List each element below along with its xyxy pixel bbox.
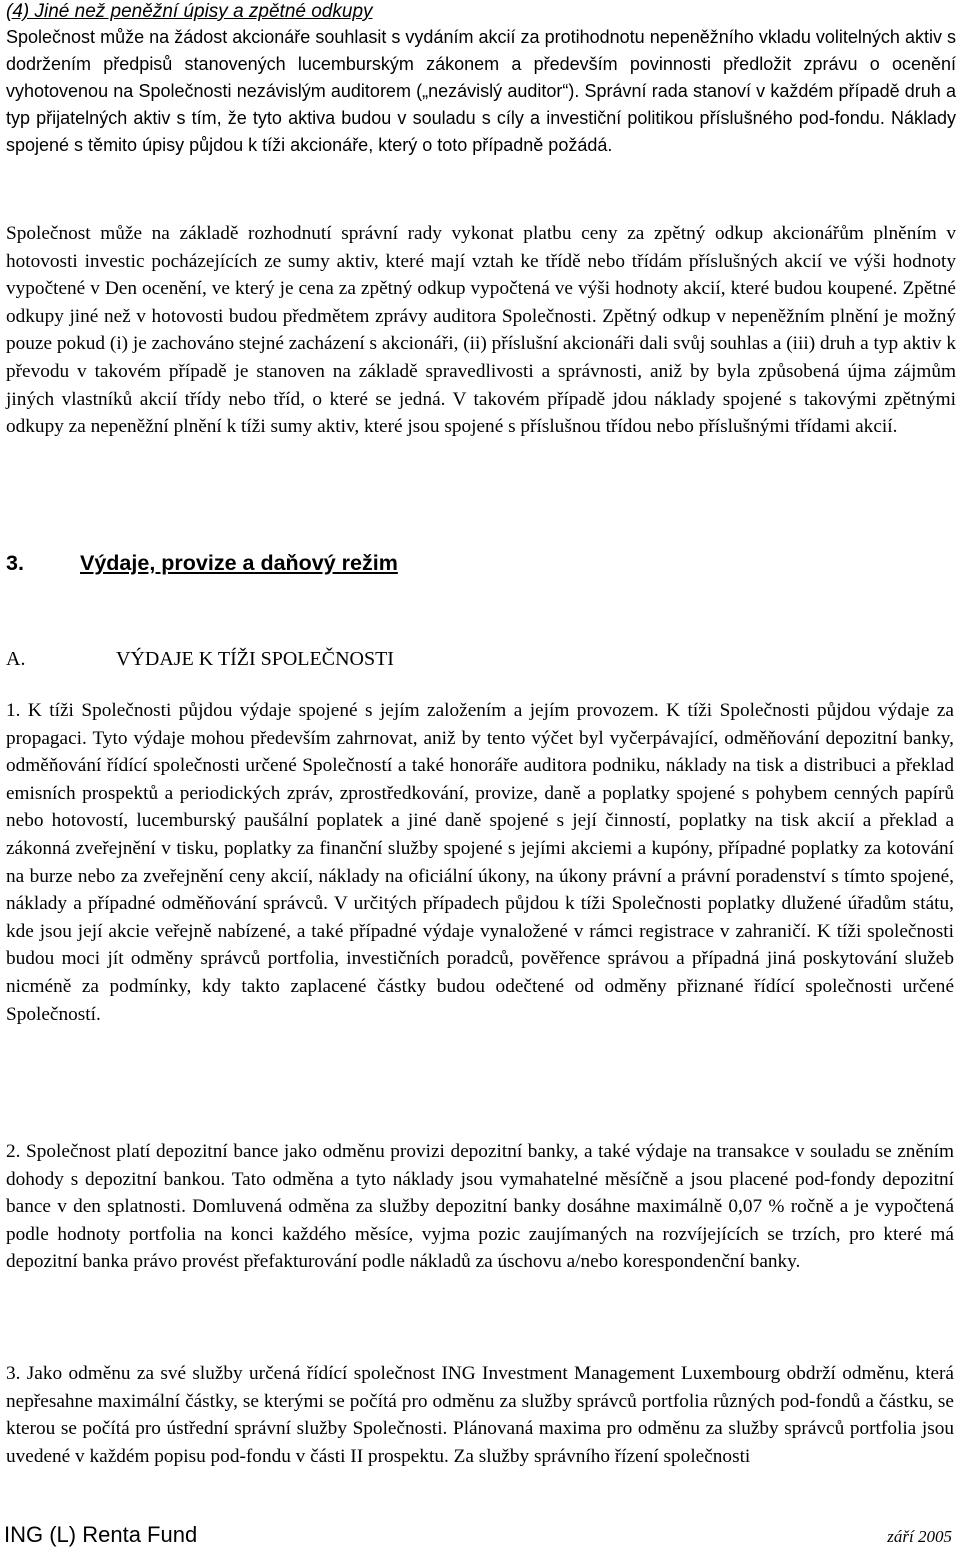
section-3-title <box>6 548 398 578</box>
section-3-text: Výdaje, provize a daňový režim <box>80 551 398 575</box>
section-4-paragraph-2: Společnost může na základě rozhodnutí správní rady vykonat platbu ceny za zpětný odkup akcionářům plněním v hotovosti investic pocházejících ze sumy aktiv, které mají vztah ke třídě nebo třídám příslušných akcií ve výši hodnoty vypočtené v Den ocenění, ve který je cena za zpětný odkup vypočtená ve výši hodnoty akcií, které budou koupené. Zpětné odkupy jiné než v hotovosti budou předmětem zprávy auditora Společnosti. Zpětný odkup v nepeněžním plnění je možný pouze pokud (i) je zachováno stejné zacházení s akcionáři, (ii) příslušní akcionáři dali svůj souhlas a (iii) druh a typ aktiv k převodu v takovém případě je stanoven na základě spravedlivosti a správnosti, aniž by byla způsobená újma zájmům jiných vlastníků akcií třídy nebo tříd, o které se jedná. V takovém případě jdou náklady spojené s takovými zpětnými odkupy za nepeněžní plnění k tíži sumy aktiv, které jsou spojené s příslušnou třídou nebo příslušnými třídami akcií. <box>6 223 956 438</box>
subsection-a-text: VÝDAJE K TÍŽI SPOLEČNOSTI <box>116 648 394 670</box>
expense-item-2: 2. Společnost platí depozitní bance jako odměnu provizi depozitní banky, a také výdaje na transakce v souladu se zněním dohody s depozitní bankou. Tato odměna a tyto náklady jsou vymahatelné měsíčně a jsou placené pod-fondy depozitní bance v den splatnosti. Domluvená odměna za služby depozitní banky dosáhne maximálně 0,07 % ročně a je vypočtená podle hodnoty portfolia na konci každého měsíce, vyjma pozic zaujímaných na rozvíjejících se trzích, pro které má depozitní banka právo provést přefakturování podle nákladů za úschovu a/nebo korespondenční banky. <box>6 1141 954 1273</box>
page-footer <box>4 1522 952 1548</box>
footer-fund-name: ING (L) Renta Fund <box>4 1522 198 1547</box>
section-4-paragraph-1: Společnost může na žádost akcionáře souhlasit s vydáním akcií za protihodnotu nepeněžního vkladu volitelných aktiv s dodržením předpisů stanovených lucemburským zákonem a především povinnosti předložit zprávu o ocenění vyhotovenou na Společnosti nezávislým auditorem („nezávislý auditor“). Správní rada stanoví v každém případě druh a typ přijatelných aktiv s tím, že tyto aktiva budou v souladu s cíly a investiční politikou příslušného pod-fondu. Náklady spojené s těmito úpisy půjdou k tíži akcionáře, který o toto případně požádá. <box>6 27 956 155</box>
expense-item-1: 1. K tíži Společnosti půjdou výdaje spojené s jejím založením a jejím provozem. K tíži Společnosti půjdou výdaje za propagaci. Tyto výdaje mohou především zahrnovat, aniž by tento výčet byl vyčerpávající, odměňování depozitní banky, odměňování řídící společnosti určené Společností a také honoráře auditora podniku, náklady na tisk a distribuci a překlad emisních prospektů a periodických zpráv, zprostředkování, provize, daně a poplatky spojené s pohybem cenných papírů nebo hotovostí, lucemburský paušální poplatek a jiné daně spojené s její činností, poplatky na tisk akcií a překlad a zákonná zveřejnění v tisku, poplatky za finanční služby spojené s jejími akciemi a kupóny, případné poplatky za kotování na burze nebo za zveřejnění ceny akcií, náklady na oficiální úkony, na úkony právní a právní poradenství s tímto spojené, náklady a případné odměňování správců. V určitých případech půjdou k tíži Společnosti poplatky dlužené úřadům státu, kde jsou její akcie veřejně nabízené, a také případné výdaje vynaložené v rámci registrace v zahraničí. K tíži společnosti budou moci jít odměny správců portfolia, investičních poradců, pověřence správou a případná jiná poskytování služeb nicméně za podmínky, kdy takto zaplacené částky budou odečtené od odměny přiznané řídící společnosti určené Společností. <box>6 700 954 1025</box>
section-4-block <box>6 0 956 159</box>
section-3-number: 3. <box>6 551 24 575</box>
expense-item-3: 3. Jako odměnu za své služby určená řídící společnost ING Investment Management Luxembourg obdrží odměnu, která nepřesahne maximální částky, se kterými se počítá pro odměnu za služby správců portfolia různých pod-fondů a částku, se kterou se počítá pro ústřední správní služby Společnosti. Plánovaná maxima pro odměnu za služby správců portfolia jsou uvedené v každém popisu pod-fondu v části II prospektu. Za služby správního řízení společnosti <box>6 1363 954 1467</box>
footer-date: září 2005 <box>887 1527 952 1546</box>
subsection-a-title <box>6 645 394 673</box>
section-4-heading: (4) Jiné než peněžní úpisy a zpětné odkupy <box>6 1 373 22</box>
subsection-a-letter: A. <box>6 648 26 670</box>
